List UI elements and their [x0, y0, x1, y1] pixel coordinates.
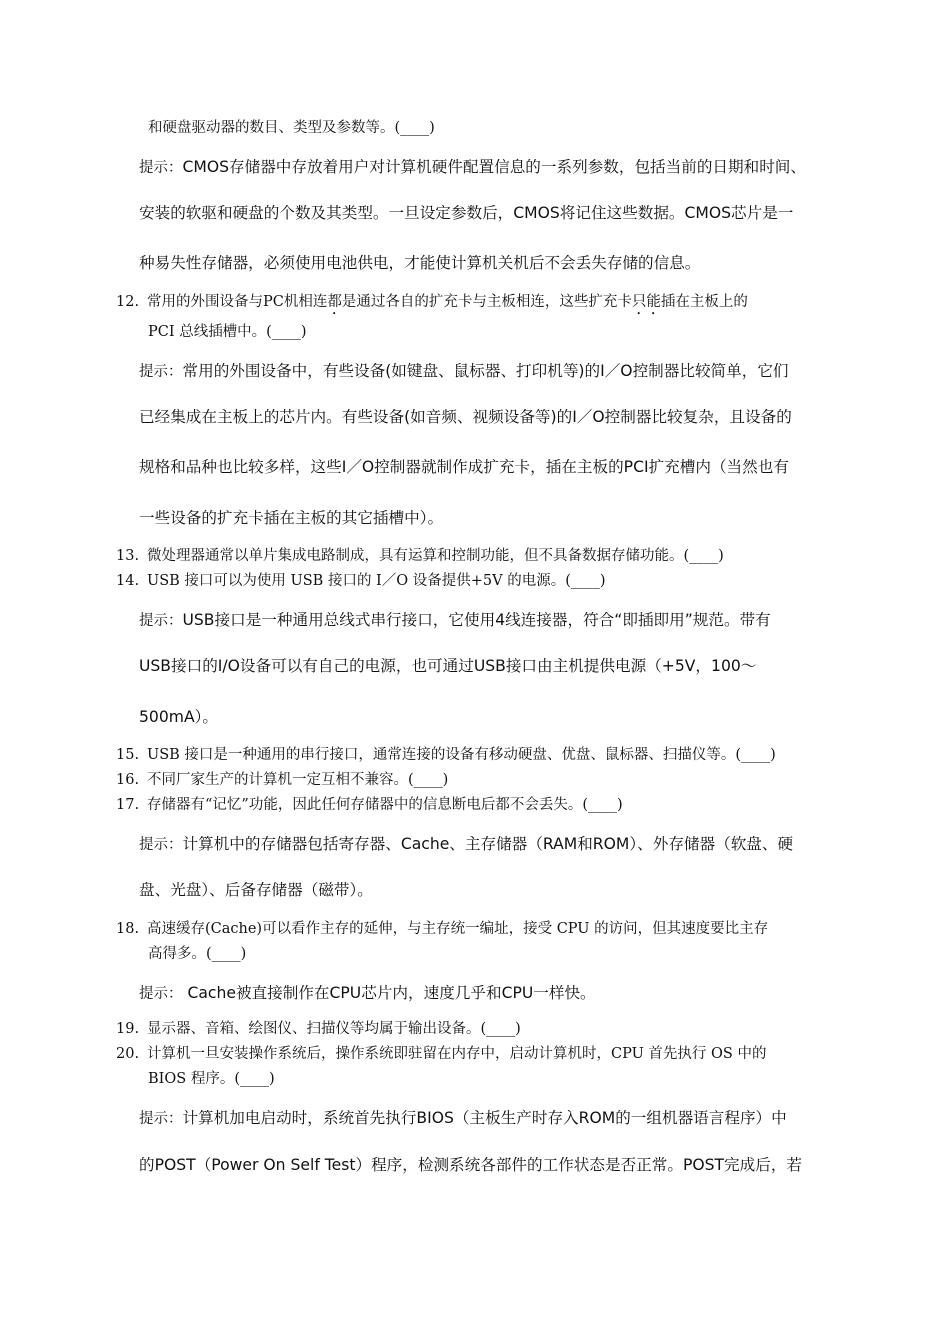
hint-14-line-1: 提示：USB接口是一种通用总线式串行接口，它使用4线连接器，符合“即插即用”规范。带有 [139, 611, 771, 629]
hint-17-line-2: 盘、光盘）、后备存储器（磁带）。 [139, 881, 373, 899]
question-number: 19. [116, 1021, 140, 1037]
hint-label: 提示： [139, 837, 183, 853]
question-18-line-2: 高得多。(____) [148, 946, 247, 962]
hint-11-line-3: 种易失性存储器，必须使用电池供电，才能使计算机关机后不会丢失存储的信息。 [139, 254, 701, 272]
question-19: 19. 显示器、音箱、绘图仪、扫描仪等均属于输出设备。(____) [116, 1016, 846, 1042]
question-number: 14. [116, 573, 140, 589]
hint-17-line-1: 提示：计算机中的存储器包括寄存器、Cache、主存储器（RAM和ROM）、外存储器（软盘、硬 [139, 835, 794, 853]
hint-14-line-2: USB接口的I/O设备可以有自己的电源，也可通过USB接口由主机提供电源（+5V，100～ [139, 657, 757, 675]
hint-label: 提示： [139, 1111, 183, 1127]
hint-12-line-1: 提示：常用的外围设备中，有些设备(如键盘、鼠标器、打印机等)的I／O控制器比较简单，它们 [139, 362, 789, 380]
question-number: 20. [116, 1046, 140, 1062]
hint-20-line-2: 的POST（Power On Self Test）程序，检测系统各部件的工作状态是否正常。POST完成后，若 [139, 1156, 803, 1174]
hint-20-line-1: 提示：计算机加电启动时，系统首先执行BIOS（主板生产时存入ROM的一组机器语言程序）中 [139, 1109, 787, 1127]
hint-label: 提示： [139, 613, 183, 629]
question-20-line-2: BIOS 程序。(____) [148, 1071, 275, 1087]
question-11-continuation: 和硬盘驱动器的数目、类型及参数等。(____) [148, 120, 435, 136]
question-13: 13. 微处理器通常以单片集成电路制成，具有运算和控制功能，但不具备数据存储功能。(____) [116, 543, 846, 569]
question-14: 14. USB 接口可以为使用 USB 接口的 I／O 设备提供+5V 的电源。(____) [116, 568, 846, 594]
hint-12-line-4: 一些设备的扩充卡插在主板的其它插槽中）。 [139, 509, 444, 527]
hint-12-line-2: 已经集成在主板上的芯片内。有些设备(如音频、视频设备等)的I／O控制器比较复杂，且设备的 [139, 408, 792, 426]
question-number: 17. [116, 797, 140, 813]
question-18: 18. 高速缓存(Cache)可以看作主存的延伸，与主存统一编址，接受 CPU 的访问，但其速度要比主存 [116, 916, 846, 942]
question-12-line-2: PCI 总线插槽中。(____) [148, 324, 307, 340]
question-16: 16. 不同厂家生产的计算机一定互相不兼容。(____) [116, 767, 846, 793]
hint-11-line-2: 安装的软驱和硬盘的个数及其类型。一旦设定参数后，CMOS将记住这些数据。CMOS芯片是一 [139, 204, 794, 222]
question-number: 13. [116, 548, 140, 564]
hint-label: 提示： [139, 986, 183, 1002]
question-17: 17. 存储器有“记忆”功能，因此任何存储器中的信息断电后都不会丢失。(____) [116, 792, 846, 818]
question-20: 20. 计算机一旦安装操作系统后，操作系统即驻留在内存中，启动计算机时，CPU 首先执行 OS 中的 [116, 1041, 846, 1067]
question-12: 12. 常用的外围设备与PC机相连都是通过各自的扩充卡与主板相连，这些扩充卡只能插在主板上的 [116, 289, 846, 318]
question-number: 18. [116, 921, 140, 937]
question-number: 12. [116, 294, 140, 310]
hint-12-line-3: 规格和品种也比较多样，这些I／O控制器就制作成扩充卡，插在主板的PCI扩充槽内（当然也有 [139, 458, 789, 476]
hint-label: 提示： [139, 364, 183, 380]
question-number: 15. [116, 747, 140, 763]
emphasis-text: 只能 [631, 294, 661, 310]
hint-label: 提示： [139, 160, 183, 176]
question-15: 15. USB 接口是一种通用的串行接口，通常连接的设备有移动硬盘、优盘、鼠标器、扫描仪等。(____) [116, 742, 846, 768]
question-number: 16. [116, 772, 140, 788]
hint-18-line-1: 提示： Cache被直接制作在CPU芯片内，速度几乎和CPU一样快。 [139, 984, 596, 1002]
emphasis-text: 都 [327, 294, 342, 310]
hint-11-line-1: 提示：CMOS存储器中存放着用户对计算机硬件配置信息的一系列参数，包括当前的日期和时间、 [139, 158, 806, 176]
hint-14-line-3: 500mA）。 [139, 708, 219, 726]
